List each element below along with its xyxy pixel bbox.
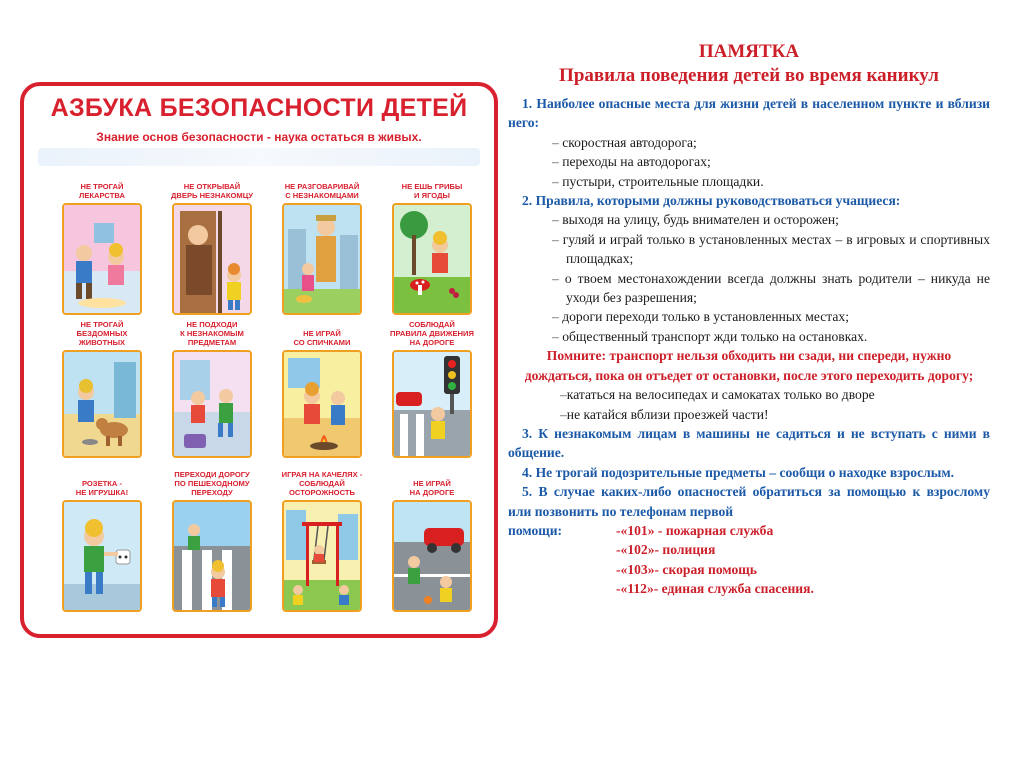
tile-label: ПЕРЕХОДИ ДОРОГУ ПО ПЕШЕХОДНОМУ ПЕРЕХОДУ (174, 470, 250, 497)
tile-label: НЕ ИГРАЙ СО СПИЧКАМИ (293, 329, 351, 347)
list-item: – о твоем местонахождении всегда должны знать родители – никуда не уходи без разрешения; (552, 270, 990, 306)
list-item: – пустыри, строительные площадки. (552, 173, 764, 189)
fire-scene-icon (282, 350, 362, 458)
dog-scene-icon (62, 350, 142, 458)
section-4: 4. Не трогай подозрительные предметы – сообщи о находке взрослым. (522, 464, 955, 480)
tile-label: ИГРАЯ НА КАЧЕЛЯХ - СОБЛЮДАЙ ОСТОРОЖНОСТЬ (281, 470, 363, 497)
tile-label: РОЗЕТКА - НЕ ИГРУШКА! (75, 479, 129, 497)
poster-subtitle: Знание основ безопасности - наука остаться в живых. (96, 130, 422, 144)
poster-tile (52, 469, 152, 612)
list-item: – переходы на автодорогах; (552, 154, 711, 170)
stranger-scene-icon (282, 203, 362, 315)
poster-tile (162, 172, 262, 315)
help-label: помощи: (508, 522, 563, 538)
section-1-title: 1. Наиболее опасные места для жизни детей в населенном пункте и вблизи него: (508, 96, 990, 131)
socket-scene-icon (62, 500, 142, 612)
safety-poster (20, 82, 498, 638)
phone-list (508, 521, 990, 599)
door-scene-icon (172, 203, 252, 315)
poster-tile (382, 469, 482, 612)
tile-label: НЕ ИГРАЙ НА ДОРОГЕ (409, 479, 455, 497)
list-item: – гуляй и играй только в установленных местах – в игровых и спортивных площадках; (552, 231, 990, 267)
poster-tile (382, 172, 482, 315)
list-item: – общественный транспорт жди только на остановках. (552, 328, 868, 344)
poster-tile (272, 319, 372, 458)
memo-heading: ПАМЯТКА (698, 41, 800, 62)
traffic-light-scene-icon (392, 350, 472, 458)
mushroom-scene-icon (392, 203, 472, 315)
phone-fire: -«101» - пожарная служба (616, 522, 774, 538)
list-item: –кататься на велосипедах и самокатах только во дворе (560, 387, 875, 403)
crosswalk-scene-icon (172, 500, 252, 612)
section-5: 5. В случае каких-либо опасностей обратиться за помощью к взрослому или позвонить по телефонам первой (508, 484, 990, 519)
tile-label: НЕ ТРОГАЙ БЕЗДОМНЫХ ЖИВОТНЫХ (76, 320, 128, 347)
road-play-scene-icon (392, 500, 472, 612)
swing-scene-icon (282, 500, 362, 612)
tile-label: НЕ ОТКРЫВАЙ ДВЕРЬ НЕЗНАКОМЦУ (170, 182, 253, 200)
tile-label: НЕ ЕШЬ ГРИБЫ И ЯГОДЫ (401, 182, 463, 200)
poster-tile (52, 319, 152, 458)
list-item: –не катайся вблизи проезжей части! (560, 406, 769, 422)
warning-text: Помните: транспорт нельзя обходить ни сзади, ни спереди, нужно дождаться, пока он отъедет от остановки, после этого переходить дорогу; (524, 348, 974, 383)
section-3: 3. К незнакомым лицам в машины не садиться и не вступать с ними в общение. (508, 425, 990, 461)
section-2-title: 2. Правила, которыми должны руководствоваться учащиеся: (522, 193, 901, 209)
list-item: – выходя на улицу, будь внимателен и осторожен; (552, 212, 839, 228)
phone-ambulance: -«103»- скорая помощь (616, 561, 757, 577)
poster-grid (24, 86, 494, 634)
tile-label: НЕ ПОДХОДИ К НЕЗНАКОМЫМ ПРЕДМЕТАМ (180, 320, 244, 347)
memo-subheading: Правила поведения детей во время каникул (559, 65, 939, 86)
medicine-scene-icon (62, 203, 142, 315)
memo (508, 40, 990, 740)
poster-tile (382, 319, 482, 458)
poster-tile (272, 469, 372, 612)
list-item: – скоростная автодорога; (552, 134, 697, 150)
list-item: – дороги переходи только в установленных местах; (552, 309, 849, 325)
poster-tile (162, 469, 262, 612)
phone-rescue: -«112»- единая служба спасения. (616, 581, 814, 597)
tile-label: СОБЛЮДАЙ ПРАВИЛА ДВИЖЕНИЯ НА ДОРОГЕ (390, 320, 474, 347)
tile-label: НЕ ТРОГАЙ ЛЕКАРСТВА (79, 182, 125, 200)
poster-tile (52, 172, 152, 315)
bag-scene-icon (172, 350, 252, 458)
tile-label: НЕ РАЗГОВАРИВАЙ С НЕЗНАКОМЦАМИ (284, 182, 360, 200)
poster-tile (162, 319, 262, 458)
phone-police: -«102»- полиция (616, 542, 716, 558)
poster-tile (272, 172, 372, 315)
phone-row (508, 521, 990, 540)
poster-title: АЗБУКА БЕЗОПАСНОСТИ ДЕТЕЙ (50, 94, 468, 122)
